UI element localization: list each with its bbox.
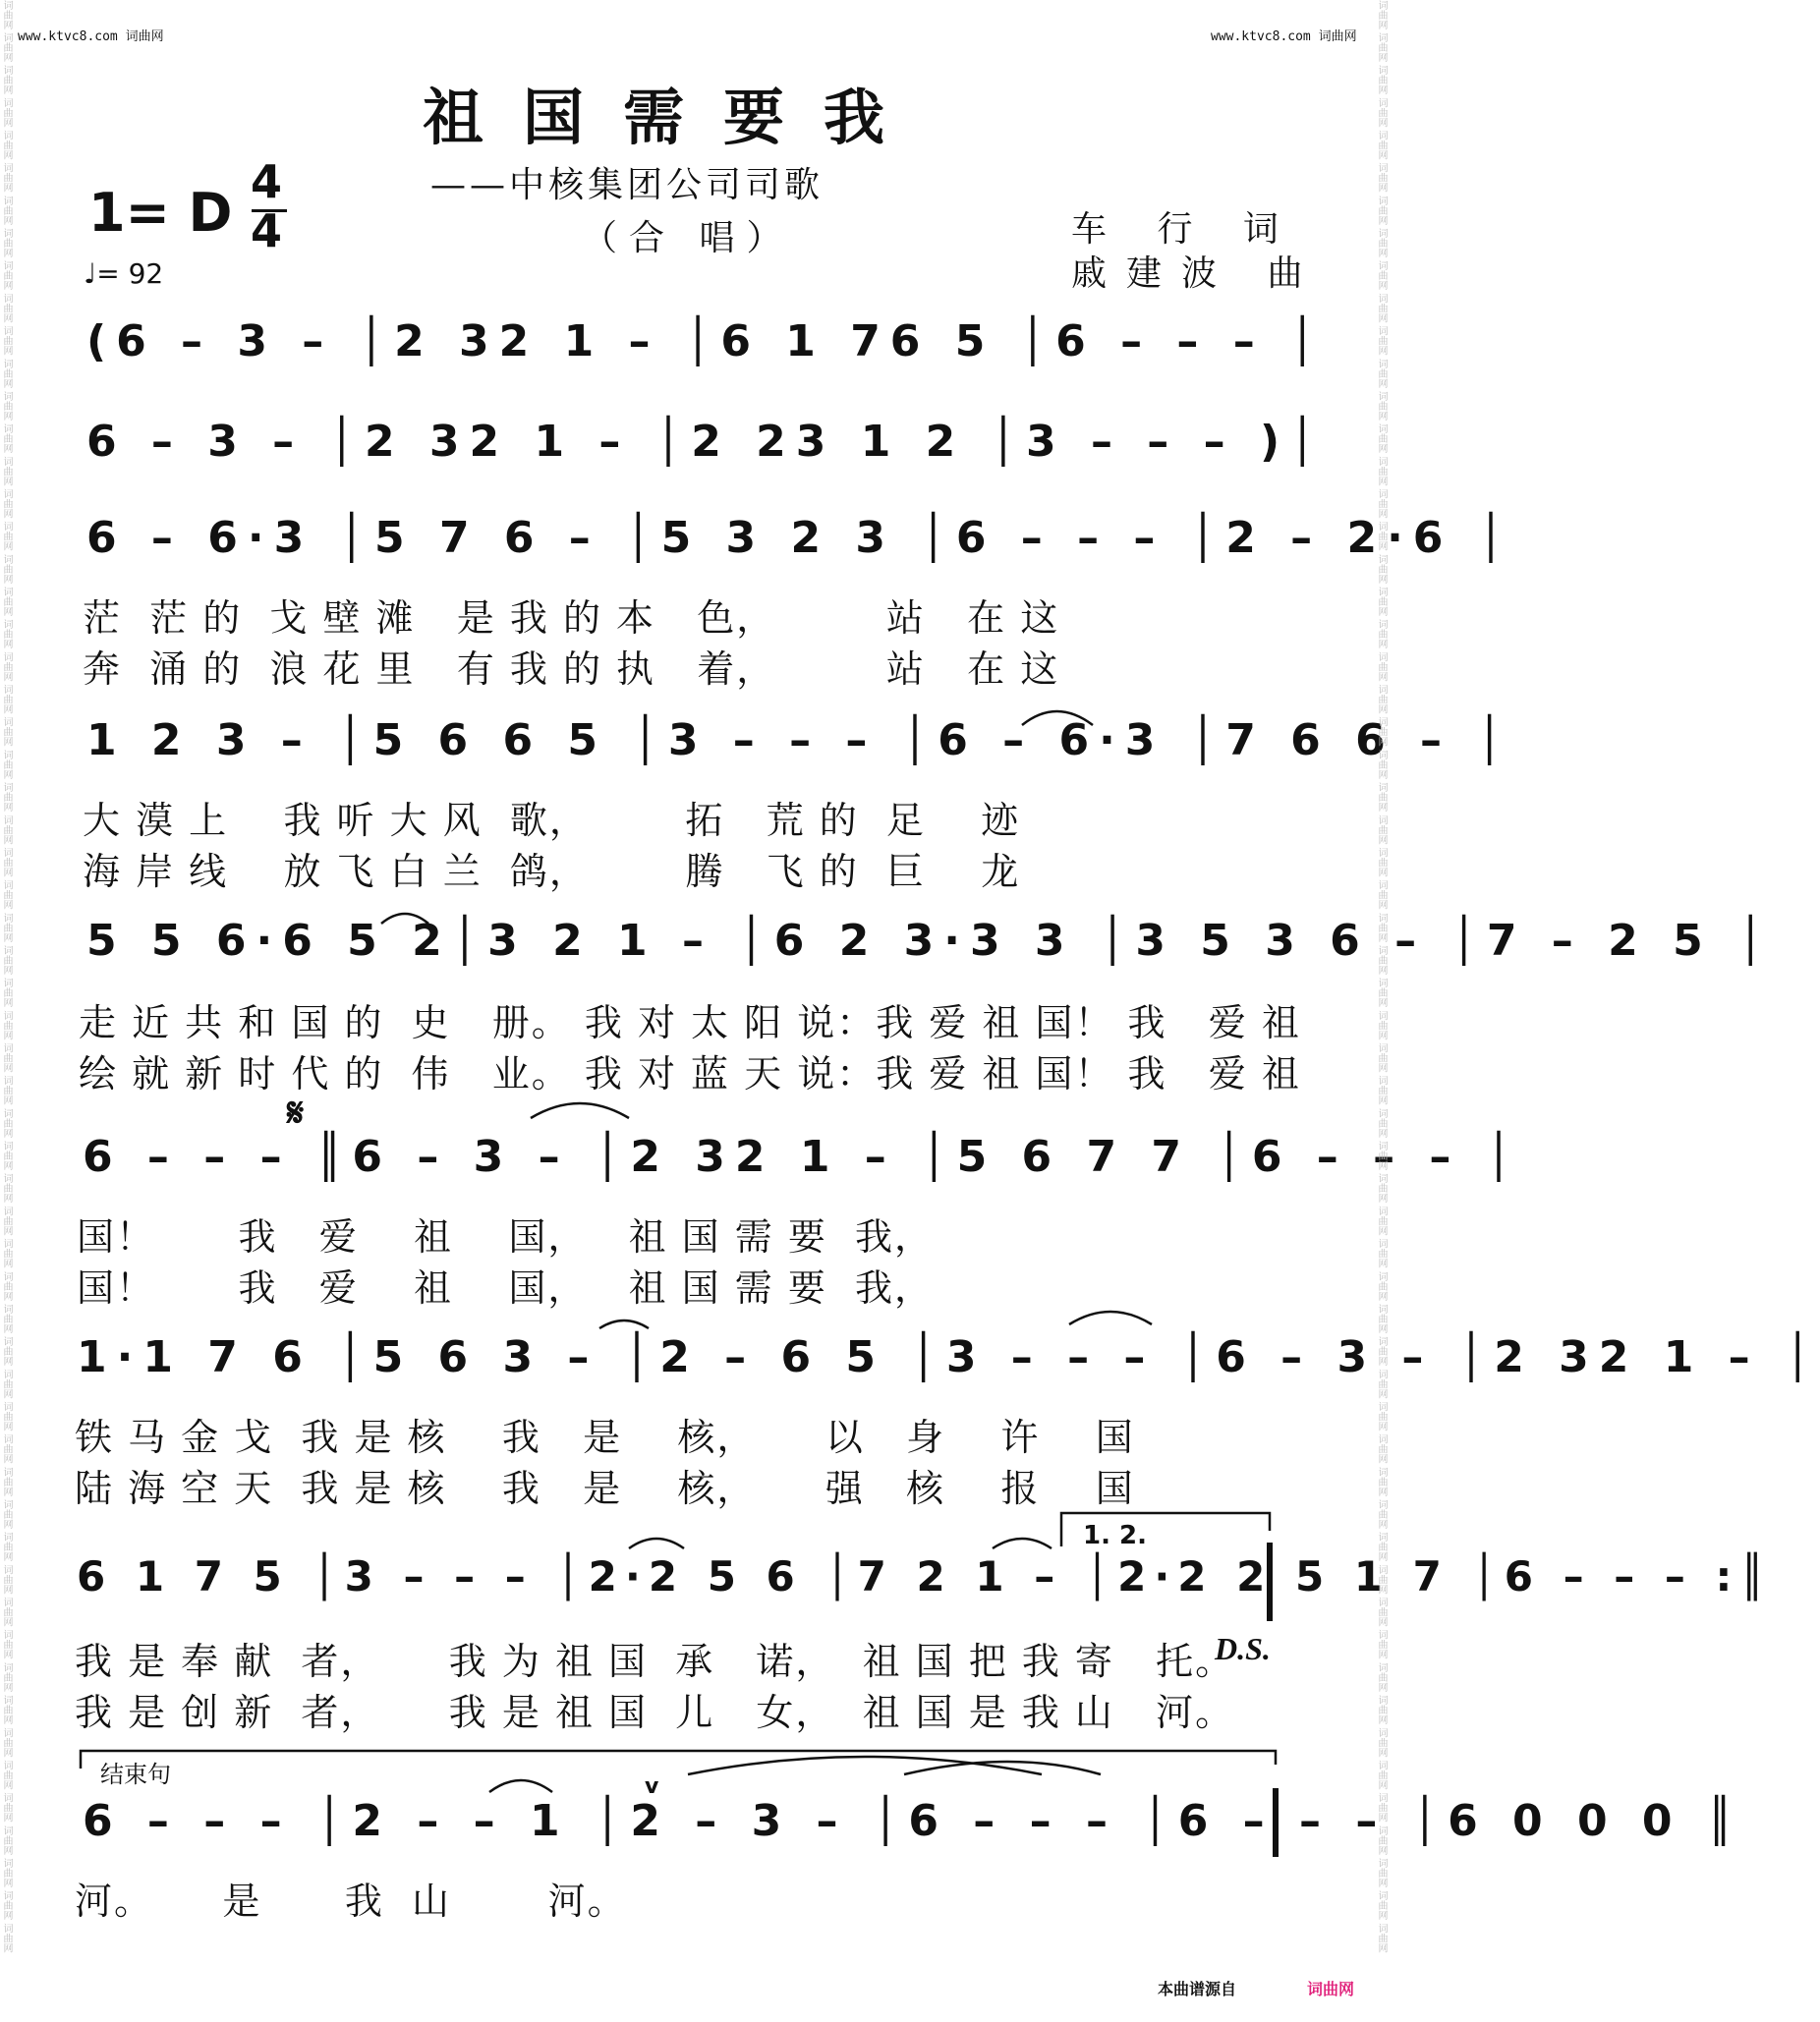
- notation-row-4: 1 2 3 – │5 6 6 5 │3 – – – │6 – 6·3 │7 6 6 – │: [86, 715, 1512, 765]
- tie-row9a: [489, 1780, 552, 1792]
- lyrics-row-8-verse-2: 我 是 创 新 者， 我 是 祖 国 儿 女， 祖 国 是 我 山 河。: [75, 1691, 1235, 1734]
- coda-bracket: [81, 1751, 1276, 1769]
- time-bottom: 4: [251, 204, 283, 257]
- lyrics-row-5-verse-1: 走 近 共 和 国 的 史 册。 我 对 太 阳 说：我 爱 祖 国！ 我 爱 祖: [79, 1001, 1301, 1044]
- time-top: 4: [251, 155, 283, 208]
- tie-row6: [531, 1103, 629, 1118]
- lyrics-row-9: 河。 是 我 山 河。: [75, 1880, 627, 1923]
- left-watermark-strip: 词曲网 词曲网 词曲网 词曲网 词曲网 词曲网 词曲网 词曲网 词曲网 词曲网 词曲网 词曲网 词曲网 词曲网 词曲网 词曲网 词曲网 词曲网 词曲网 词曲网 词曲网 词曲网 词曲网 词曲网 词曲网 词曲网 词曲网 词曲网 词曲网 词曲网 词曲网 词曲网 词曲网 词曲网 词曲网 词曲网 词曲网 词曲网 词曲网 词曲网 词曲网 词曲网 词曲网 词曲网 词曲网 词曲网 词曲网 词曲网 词曲网 词曲网 词曲网 词曲网 词曲网 词曲网 词曲网 词曲网 词曲网 词曲网 词曲网 词曲网: [1, 0, 12, 1953]
- header-right[interactable]: www.ktvc8.com 词曲网: [1211, 29, 1357, 44]
- coda-label: 结束句: [100, 1761, 171, 1788]
- lyrics-row-7-verse-2: 陆 海 空 天 我 是 核 我 是 核， 强 核 报 国: [75, 1467, 1135, 1510]
- volta-label: 1. 2.: [1083, 1521, 1147, 1550]
- notation-row-9: 6 – – – │2 – – 1 │2 – 3 – │6 – – – │6 – – – │6 0 0 0 ║: [83, 1796, 1743, 1846]
- lyrics-row-7-verse-1: 铁 马 金 戈 我 是 核 我 是 核， 以 身 许 国: [75, 1416, 1135, 1459]
- volta-bracket: [1061, 1513, 1270, 1546]
- lyrics-row-3-verse-1: 茫 茫 的 戈 壁 滩 是 我 的 本 色， 站 在 这: [83, 596, 1060, 640]
- performance-type: （合 唱）: [582, 218, 794, 258]
- lyrics-row-5-verse-2: 绘 就 新 时 代 的 伟 业。 我 对 蓝 天 说：我 爱 祖 国！ 我 爱 祖: [79, 1052, 1301, 1095]
- key-signature: 1= D: [88, 182, 233, 244]
- notation-row-6: 6 – – – ║6 – 3 – │2 32 1 – │5 6 7 7 │6 – – – │: [83, 1132, 1522, 1182]
- notation-row-3: 6 – 6·3 │5 7 6 – │5 3 2 3 │6 – – – │2 – 2·6 │: [86, 513, 1514, 563]
- right-watermark-strip: 词曲网 词曲网 词曲网 词曲网 词曲网 词曲网 词曲网 词曲网 词曲网 词曲网 词曲网 词曲网 词曲网 词曲网 词曲网 词曲网 词曲网 词曲网 词曲网 词曲网 词曲网 词曲网 词曲网 词曲网 词曲网 词曲网 词曲网 词曲网 词曲网 词曲网 词曲网 词曲网 词曲网 词曲网 词曲网 词曲网 词曲网 词曲网 词曲网 词曲网 词曲网 词曲网 词曲网 词曲网 词曲网 词曲网 词曲网 词曲网 词曲网 词曲网 词曲网 词曲网 词曲网 词曲网 词曲网 词曲网 词曲网 词曲网 词曲网 词曲网: [1376, 0, 1387, 1953]
- notation-row-5: 5 5 6·6 5 2│3 2 1 – │6 2 3·3 3 │3 5 3 6 – │7 – 2 5 │: [86, 916, 1774, 966]
- segno-sign: 𝄋: [287, 1091, 305, 1136]
- tie-row5: [381, 914, 428, 924]
- footer-site-link[interactable]: 词曲网: [1307, 1980, 1355, 1998]
- notation-row-7: 1·1 7 6 │5 6 3 – │2 – 6 5 │3 – – – │6 – 3 – │2 32 1 – │: [77, 1332, 1820, 1382]
- lyricist: 车 行 词: [1071, 209, 1298, 250]
- footer-source: 本曲谱源自: [1158, 1980, 1237, 1998]
- lyrics-row-3-verse-2: 奔 涌 的 浪 花 里 有 我 的 执 着， 站 在 这: [83, 647, 1060, 691]
- notation-row-8: 6 1 7 5 │3 – – – │2·2 5 6 │7 2 1 – │2·2 2 5 1 7 │6 – – – :║: [77, 1552, 1773, 1601]
- tie-row7a: [599, 1320, 649, 1328]
- lyrics-row-8-verse-1: 我 是 奉 献 者， 我 为 祖 国 承 诺， 祖 国 把 我 寄 托。: [75, 1640, 1235, 1683]
- notation-row-2: 6 – 3 – │2 32 1 – │2 23 1 2 │3 – – – )│: [86, 417, 1326, 467]
- tie-row8a: [629, 1539, 684, 1548]
- tie-row7b: [1069, 1312, 1152, 1324]
- composer: 戚建波 曲: [1071, 253, 1323, 294]
- tie-row4: [1022, 711, 1093, 725]
- lyrics-row-6-verse-1: 国！ 我 爱 祖 国， 祖 国 需 要 我，: [77, 1215, 934, 1259]
- lyrics-row-4-verse-1: 大 漠 上 我 听 大 风 歌， 拓 荒 的 足 迹: [83, 799, 1021, 842]
- breath-mark: v: [645, 1774, 659, 1799]
- ds-mark: D.S.: [1215, 1631, 1271, 1666]
- lyrics-row-4-verse-2: 海 岸 线 放 飞 白 兰 鸽， 腾 飞 的 巨 龙: [83, 850, 1021, 893]
- song-title: 祖国需要我: [423, 82, 925, 153]
- lyrics-row-6-verse-2: 国！ 我 爱 祖 国， 祖 国 需 要 我，: [77, 1266, 934, 1310]
- header-left[interactable]: www.ktvc8.com 词曲网: [18, 29, 164, 44]
- notation-row-1: (6 – 3 – │2 32 1 – │6 1 76 5 │6 – – – │: [86, 316, 1326, 366]
- tie-row9b: [688, 1757, 1042, 1774]
- tie-row8b: [993, 1539, 1052, 1548]
- tempo-marking: ♩= 92: [84, 257, 164, 290]
- song-subtitle: ——中核集团公司司歌: [430, 165, 825, 205]
